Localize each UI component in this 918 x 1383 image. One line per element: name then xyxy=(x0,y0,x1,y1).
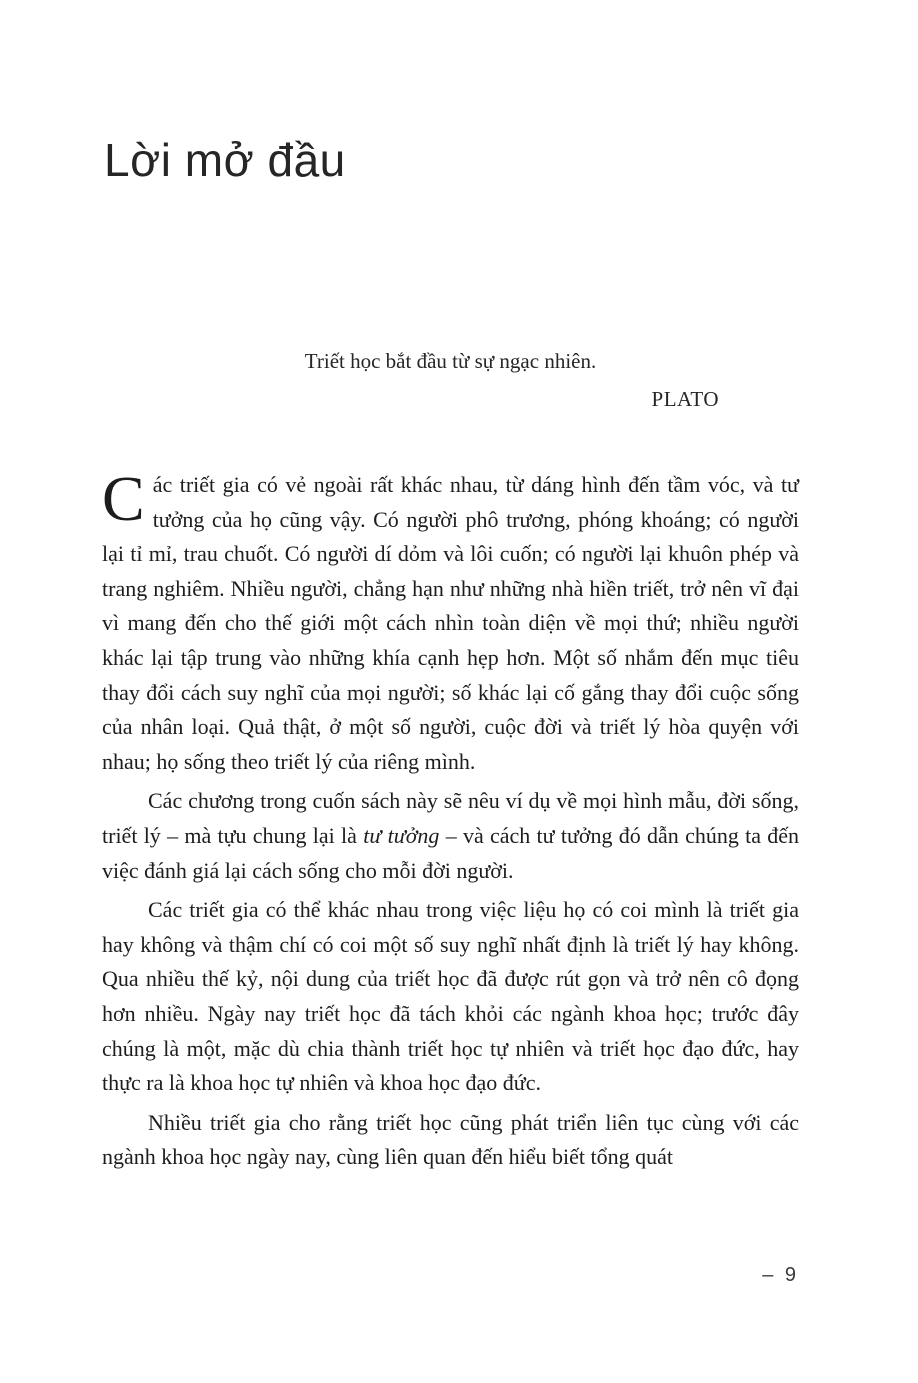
drop-cap: C xyxy=(102,463,145,534)
epigraph-attribution: PLATO xyxy=(651,387,719,411)
paragraph-3: Các triết gia có thể khác nhau trong việc liệu họ có coi mình là triết gia hay không và thậm chí có coi một số suy nghĩ nhất định là triết lý hay không. Qua nhiều thế kỷ, nội dung của triết học đã được rút gọn và trở nên cô đọng hơn nhiều. Ngày nay triết học đã tách khỏi các ngành khoa học; trước đây chúng là một, mặc dù chia thành triết học tự nhiên và triết học đạo đức, hay thực ra là khoa học tự nhiên và khoa học đạo đức. xyxy=(102,897,799,1096)
paragraph-4: Nhiều triết gia cho rằng triết học cũng phát triển liên tục cùng với các ngành khoa học ngày nay, cùng liên quan đến hiểu biết tổng quát xyxy=(102,1109,799,1170)
paragraph-2-italic-phrase: tư tưởng xyxy=(363,822,440,848)
paragraph-2-text-before: Các chương trong cuốn sách này sẽ nêu ví dụ về mọi hình mẫu, đời sống, triết lý – mà tựu chung lại là xyxy=(102,788,799,848)
paragraph-1 xyxy=(102,463,799,779)
paragraph-1-text: ác triết gia có vẻ ngoài rất khác nhau, từ dáng hình đến tầm vóc, và tư tưởng của họ cũng vậy. Có người phô trương, phóng khoáng; có người lại tỉ mỉ, trau chuốt. Có người dí dỏm và lôi cuốn; có người lại khuôn phép và trang nghiêm. Nhiều người, chẳng hạn như những nhà hiền triết, trở nên vĩ đại vì mang đến cho thế giới một cách nhìn toàn diện về mọi thứ; nhiều người khác lại tập trung vào những khía cạnh hẹp hơn. Một số nhắm đến mục tiêu thay đổi cách suy nghĩ của mọi người; số khác lại cố gắng thay đổi cuộc sống của nhân loại. Quả thật, ở một số người, cuộc đời và triết lý hòa quyện với nhau; họ sống theo triết lý của riêng mình. xyxy=(102,472,799,774)
page-title: Lời mở đầu xyxy=(104,134,346,186)
paragraph-2-text-after: – và cách tư tưởng đó dẫn chúng ta đến việc đánh giá lại cách sống cho mỗi đời người. xyxy=(102,822,800,883)
page-number: – 9 xyxy=(762,1264,799,1286)
paragraph-2 xyxy=(102,784,799,888)
body-text xyxy=(102,463,800,1180)
epigraph-quote: Triết học bắt đầu từ sự ngạc nhiên. xyxy=(304,349,597,373)
epigraph xyxy=(102,348,799,412)
